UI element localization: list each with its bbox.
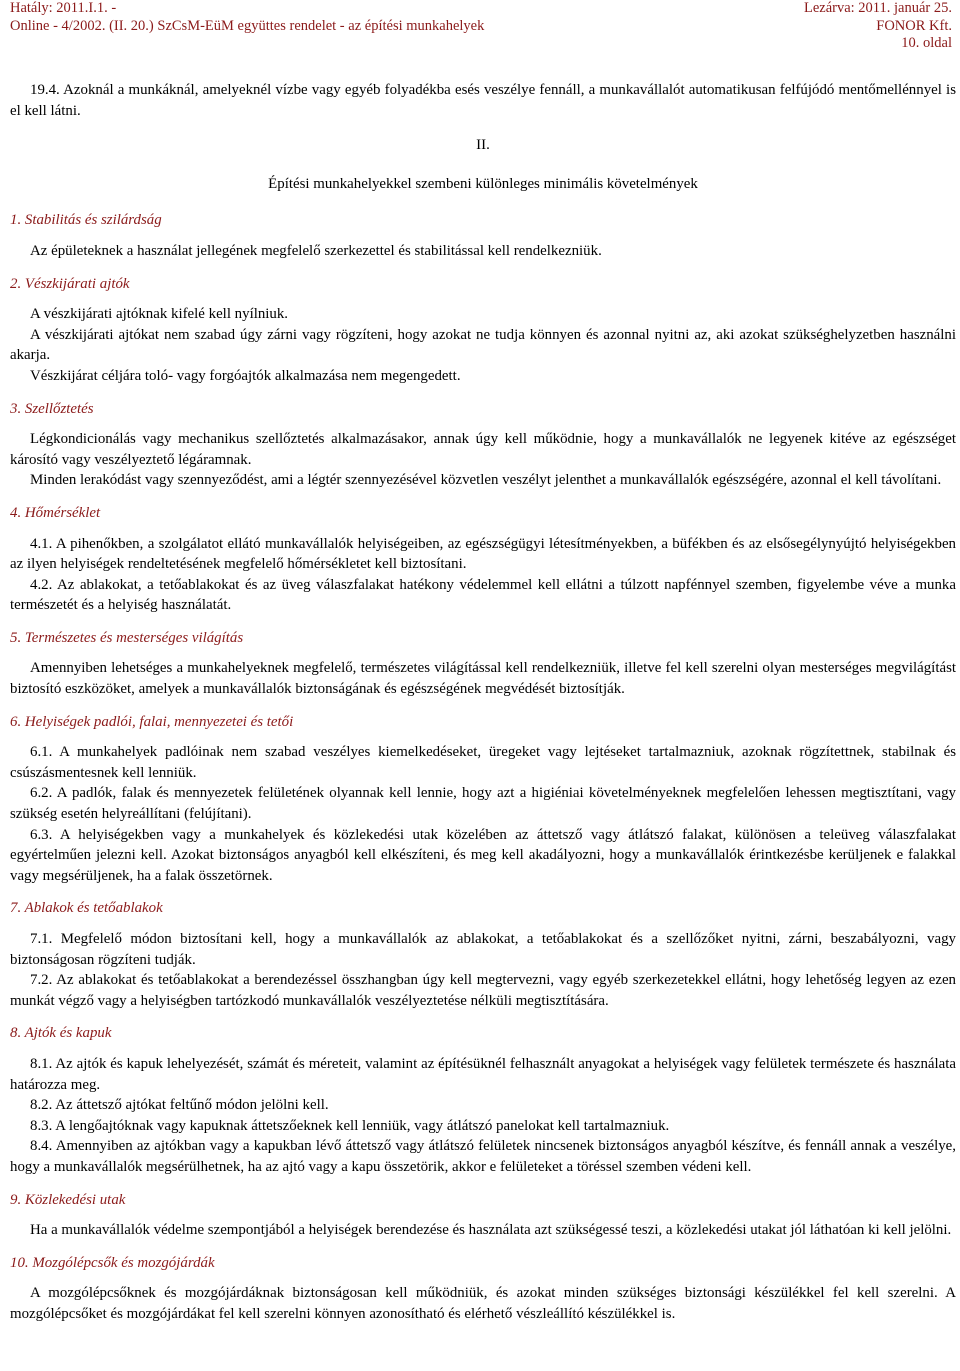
header-effective-date: Hatály: 2011.I.1. - <box>10 0 117 16</box>
paragraph: Ha a munkavállalók védelme szempontjából a helyiségek berendezése és használata azt szükségessé teszi, a közlekedési utakat jól láthatóan ki kell jelölni. <box>30 1222 952 1239</box>
paragraph: Az épületeknek a használat jellegének megfelelő szerkezettel és stabilitással kell rendelkezniük. <box>30 242 602 259</box>
paragraph: Vészkijárat céljára toló- vagy forgóajtók alkalmazása nem megengedett. <box>30 367 461 384</box>
paragraph: 6.1. A munkahelyek padlóinak nem szabad veszélyes kiemelkedéseket, üregeket vagy lejtéseket tartalmazniuk, azoknak rögzítettnek, stabilnak és csúszásmentesnek kell lenniük. <box>10 744 956 781</box>
header-right <box>804 0 952 53</box>
paragraph-19-4: 19.4. Azoknál a munkáknál, amelyeknél vízbe vagy egyéb folyadékba esés veszélye fennáll, a munkavállalót automatikusan felfújódó mentőmellénnyel is el kell látni. <box>10 82 956 119</box>
part-title: Építési munkahelyekkel szembeni különleges minimális követelmények <box>268 175 698 192</box>
section-title-ventilation: 3. Szellőztetés <box>10 400 94 417</box>
section-title-emergency-doors: 2. Vészkijárati ajtók <box>10 275 130 292</box>
section-title-doors-gates: 8. Ajtók és kapuk <box>10 1025 112 1042</box>
paragraph: 6.3. A helyiségekben vagy a munkahelyek és közlekedési utak közelében az áttetsző vagy átlátszó falakat, különösen a teleüveg válaszfalakat egyértelműen jelezni kell. Azokat biztonságos anyagból kell elkészíteni, és meg kell akadályozni, hogy a munkavállalók érintkezésbe kerüljenek e falakkal vagy megsérüljenek, ha a falak összetörnek. <box>10 826 956 884</box>
paragraph: 4.1. A pihenőkben, a szolgálatot ellátó munkavállalók helyiségeiben, az egészségügyi létesítményekben, a büfékben és az elsősegélynyújtó helyiségekben az ilyen helyiségek rendeltetésének megfelelő hőmérsékletet kell biztosítani. <box>10 535 956 573</box>
paragraph: A vészkijárati ajtókat nem szabad úgy zárni vagy rögzíteni, hogy azokat ne tudja könnyen és azonnal nyitni az, aki azokat szükséghelyzetben használni akarja. <box>10 326 956 364</box>
header-left <box>10 0 484 35</box>
section-title-windows: 7. Ablakok és tetőablakok <box>10 900 163 917</box>
section-title-temperature: 4. Hőmérséklet <box>10 504 101 521</box>
paragraph: A vészkijárati ajtóknak kifelé kell nyílniuk. <box>30 306 289 323</box>
header-closed-date: Lezárva: 2011. január 25. <box>803 0 952 16</box>
section-title-stability: 1. Stabilitás és szilárdság <box>10 212 162 229</box>
section-title-lighting: 5. Természetes és mesterséges világítás <box>10 629 244 646</box>
paragraph: 8.1. Az ajtók és kapuk lehelyezését, számát és méreteit, valamint az építésüknél felhasznált anyagokat a helyiségek vagy felületek természete és használata határozza meg. <box>10 1055 956 1093</box>
header-page-number: 10. oldal <box>901 35 952 51</box>
paragraph: 7.2. Az ablakokat és tetőablakokat a berendezéssel összhangban úgy kell megtervezni, vagy egyéb szerkezetekkel ellátni, hogy lehetőség legyen az ezen munkát végző vagy a helyiségben tartózkodó munkavállalók veszélyeztetése nélküli megtisztítására. <box>10 972 956 1009</box>
page-header <box>10 0 952 50</box>
header-document-title: Online - 4/2002. (II. 20.) SzCsM-EüM együttes rendelet - az építési munkahelyek <box>10 17 485 34</box>
paragraph: 8.2. Az áttetsző ajtókat feltűnő módon jelölni kell. <box>30 1097 329 1114</box>
paragraph: Légkondicionálás vagy mechanikus szellőztetés alkalmazásakor, annak úgy kell működnie, hogy a munkavállalók ne legyenek kitéve az egészséget károsító vagy veszélyeztető légáramnak. <box>10 431 956 468</box>
section-title-escalators: 10. Mozgólépcsők és mozgójárdák <box>10 1254 215 1271</box>
part-number: II. <box>476 137 490 154</box>
section-title-floors-walls: 6. Helyiségek padlói, falai, mennyezetei és tetői <box>10 713 294 730</box>
paragraph: 8.4. Amennyiben az ajtókban vagy a kapukban lévő áttetsző vagy átlátszó felületek nincsenek biztonságos anyagból készítve, és fennáll annak a veszélye, hogy a munkavállalók megsérülhetnek, ha az ajtó vagy a kapu összetörik, akkor e felületeket a töréssel szemben védeni kell. <box>10 1138 956 1175</box>
paragraph: 4.2. Az ablakokat, a tetőablakokat és az üveg válaszfalakat hatékony védelemmel kell ellátni a túlzott napfénnyel szemben, figyelembe véve a munka természetét és a helyiség használatát. <box>10 576 956 614</box>
section-title-traffic-routes: 9. Közlekedési utak <box>10 1191 126 1208</box>
document-body <box>10 80 956 1325</box>
paragraph: A mozgólépcsőknek és mozgójárdáknak biztonságosan kell működniük, és azokat minden szükséges biztonsági készülékkel fel kell szerelni. A mozgólépcsőket és mozgójárdákat fel kell szerelni könnyen azonosítható és elérhető vészleállító készülékkel is. <box>10 1285 956 1322</box>
paragraph: 8.3. A lengőajtóknak vagy kapuknak áttetszőeknek kell lenniük, vagy átlátszó panelokat kell tartalmazniuk. <box>30 1117 670 1134</box>
paragraph: Minden lerakódást vagy szennyeződést, ami a légtér szennyezésével közvetlen veszélyt jelenthet a munkavállalók egészségére, azonnal el kell távolítani. <box>30 472 942 489</box>
paragraph: 6.2. A padlók, falak és mennyezetek felületének olyannak kell lennie, hogy azt a higiéniai követelményeknek megfelelően lehessen megtisztítani, vagy szükség esetén helyreállítani (felújítani). <box>10 785 956 823</box>
paragraph: Amennyiben lehetséges a munkahelyeknek megfelelő, természetes világítással kell rendelkezniük, illetve fel kell szerelni olyan mesterséges megvilágítást biztosító eszközöket, amelyek a munkavállalók biztonságának és egészségének megvédését biztosítják. <box>10 660 956 698</box>
paragraph: 7.1. Megfelelő módon biztosítani kell, hogy a munkavállalók az ablakokat, a tetőablakokat és a szellőzőket nyitni, zárni, beszabályozni, vagy biztonságosan rögzíteni tudják. <box>10 931 956 968</box>
header-publisher: FONOR Kft. <box>876 17 952 34</box>
